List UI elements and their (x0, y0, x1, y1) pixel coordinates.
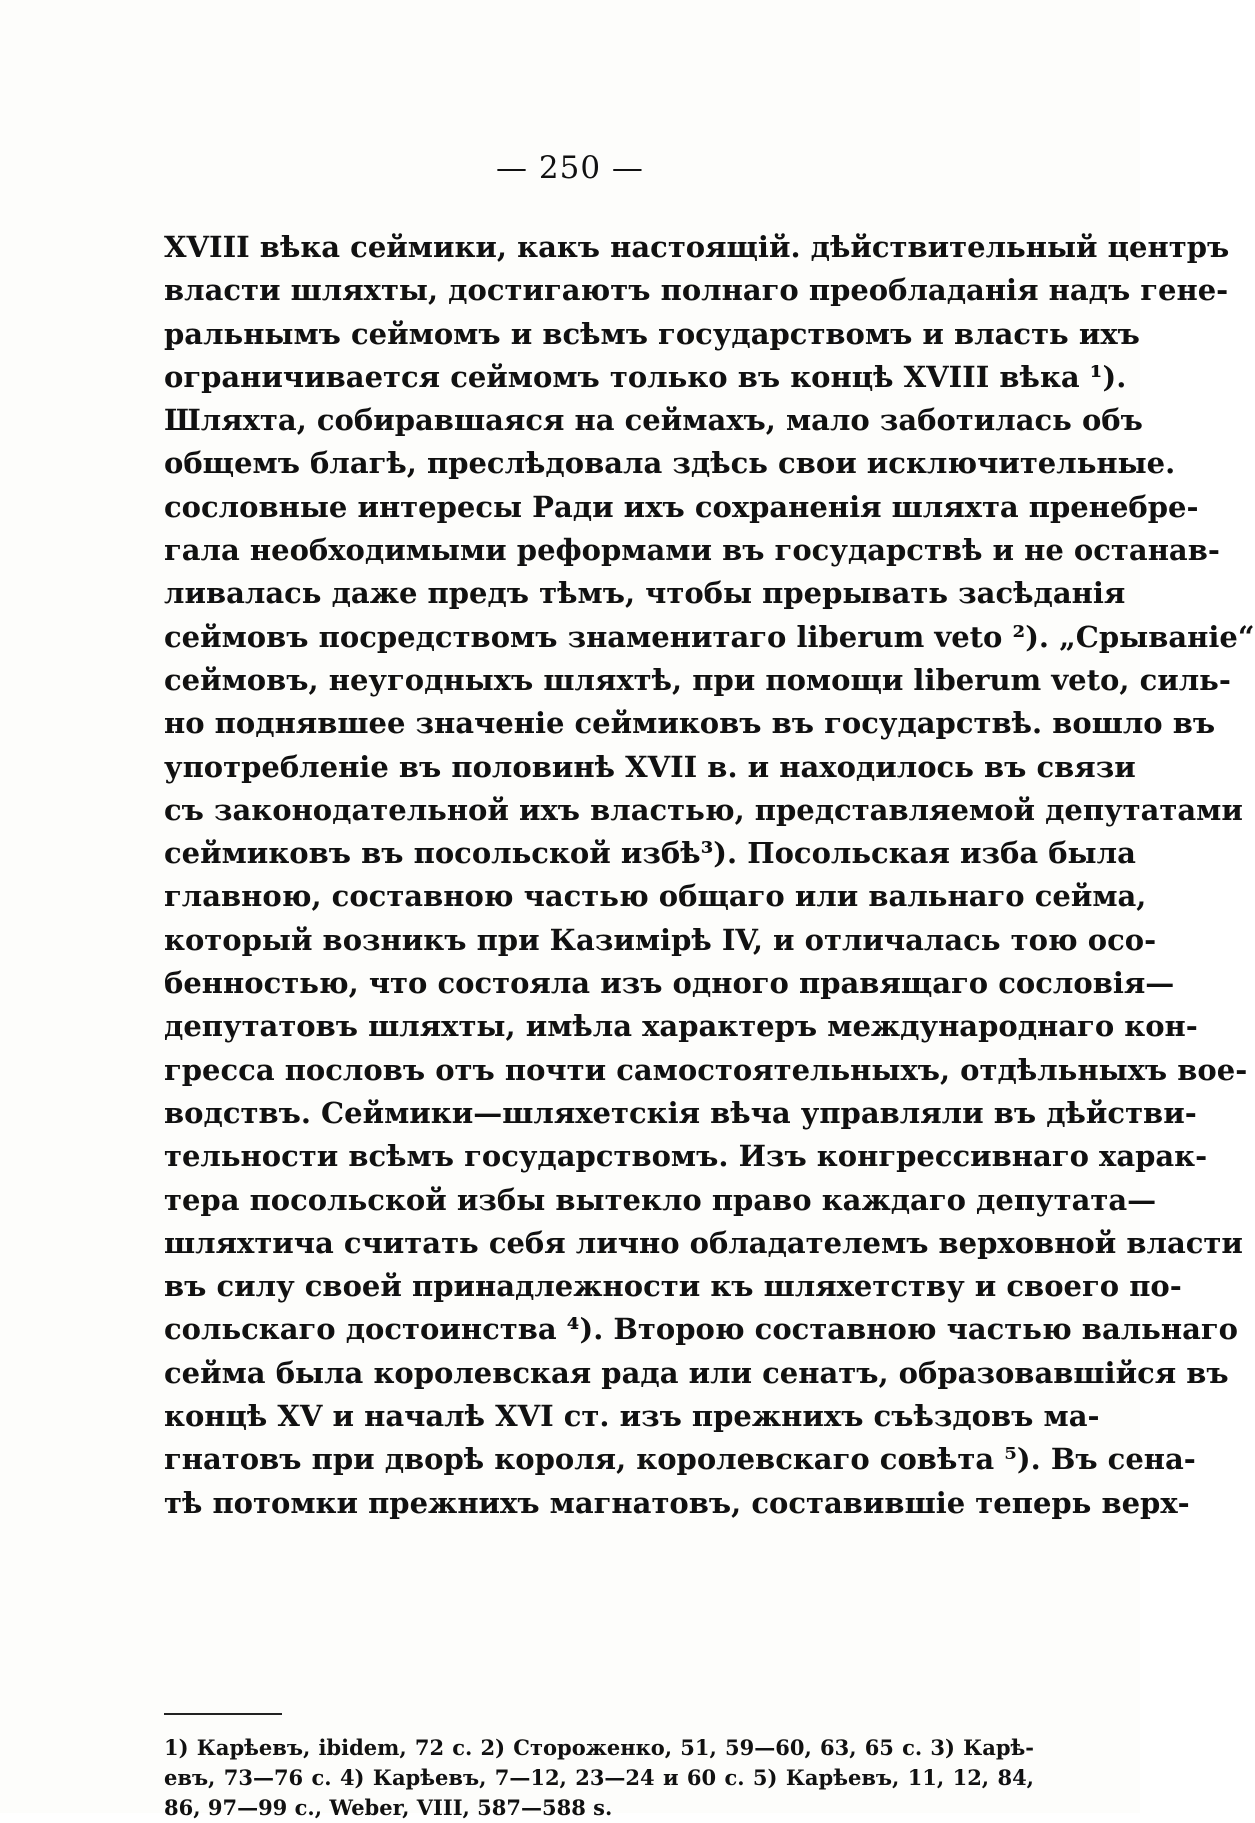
text-line: сословные интересы Ради ихъ сохраненія шляхта пренебре- (164, 489, 1199, 524)
text-line: но поднявшее значеніе сеймиковъ въ государствѣ. вошло въ (164, 706, 1216, 741)
text-line: сеймовъ, неугодныхъ шляхтѣ, при помощи liberum veto, силь- (164, 662, 1231, 697)
text-line: гнатовъ при дворѣ короля, королевскаго совѣта ⁵). Въ сена- (164, 1442, 1196, 1477)
footnote-line: 1) Карѣевъ, ibidem, 72 с. 2) Стороженко, 51, 59—60, 63, 65 с. 3) Карѣ- (164, 1735, 1034, 1760)
body-text (164, 226, 1255, 1525)
text-line: сольскаго достоинства ⁴). Второю составною частью вальнаго (164, 1312, 1238, 1347)
text-line: тера посольской избы вытекло право каждаго депутата— (164, 1182, 1157, 1217)
text-line: сеймиковъ въ посольской избѣ³). Посольская изба была (164, 836, 1136, 871)
text-line: депутатовъ шляхты, имѣла характеръ международнаго кон- (164, 1009, 1198, 1044)
text-line: общемъ благѣ, преслѣдовала здѣсь свои исключительные. (164, 446, 1176, 481)
text-line: ральнымъ сеймомъ и всѣмъ государствомъ и власть ихъ (164, 316, 1140, 351)
text-line: ливалась даже предъ тѣмъ, чтобы прерывать засѣданія (164, 576, 1126, 611)
text-line: XVIII вѣка сеймики, какъ настоящій. дѣйствительный центръ (164, 230, 1230, 264)
text-line: тельности всѣмъ государствомъ. Изъ конгрессивнаго харак- (164, 1139, 1208, 1174)
text-line: сеймовъ посредствомъ знаменитаго liberum veto ²). „Срываніе“ (164, 619, 1255, 654)
text-line: бенностью, что состояла изъ одного правящаго сословія— (164, 966, 1175, 1001)
page-number: — 250 — (496, 150, 644, 186)
text-line: главною, составною частью общаго или вальнаго сейма, (164, 879, 1147, 914)
text-line: тѣ потомки прежнихъ магнатовъ, составившіе теперь верх- (164, 1485, 1190, 1520)
text-line: который возникъ при Казимірѣ IV, и отличалась тою осо- (164, 922, 1157, 957)
text-line: ограничивается сеймомъ только въ концѣ XVIII вѣка ¹). (164, 359, 1127, 394)
footnote-divider (164, 1713, 282, 1715)
text-line: сейма была королевская рада или сенатъ, образовавшійся въ (164, 1355, 1229, 1390)
text-line: власти шляхты, достигаютъ полнаго преобладанія надъ гене- (164, 273, 1229, 308)
text-line: съ законодательной ихъ властью, представляемой депутатами (164, 792, 1243, 827)
text-line: шляхтича считать себя лично обладателемъ верховной власти (164, 1225, 1243, 1260)
text-line: въ силу своей принадлежности къ шляхетству и своего по- (164, 1269, 1182, 1304)
text-line: гала необходимыми реформами въ государствѣ и не останав- (164, 533, 1220, 568)
text-line: концѣ XV и началѣ XVI ст. изъ прежнихъ съѣздовъ ма- (164, 1399, 1100, 1434)
text-line: водствъ. Сеймики—шляхетскія вѣча управляли въ дѣйстви- (164, 1095, 1197, 1130)
footnote-line: евъ, 73—76 с. 4) Карѣевъ, 7—12, 23—24 и 60 с. 5) Карѣевъ, 11, 12, 84, (164, 1765, 1034, 1790)
footnote-line: 86, 97—99 с., Weber, VIII, 587—588 s. (164, 1795, 613, 1820)
footnotes (164, 1733, 1034, 1823)
text-line: употребленіе въ половинѣ XVII в. и находилось въ связи (164, 749, 1136, 784)
text-line: гресса пословъ отъ почти самостоятельныхъ, отдѣльныхъ вое- (164, 1052, 1248, 1087)
text-line: Шляхта, собиравшаяся на сеймахъ, мало заботилась объ (164, 403, 1143, 438)
